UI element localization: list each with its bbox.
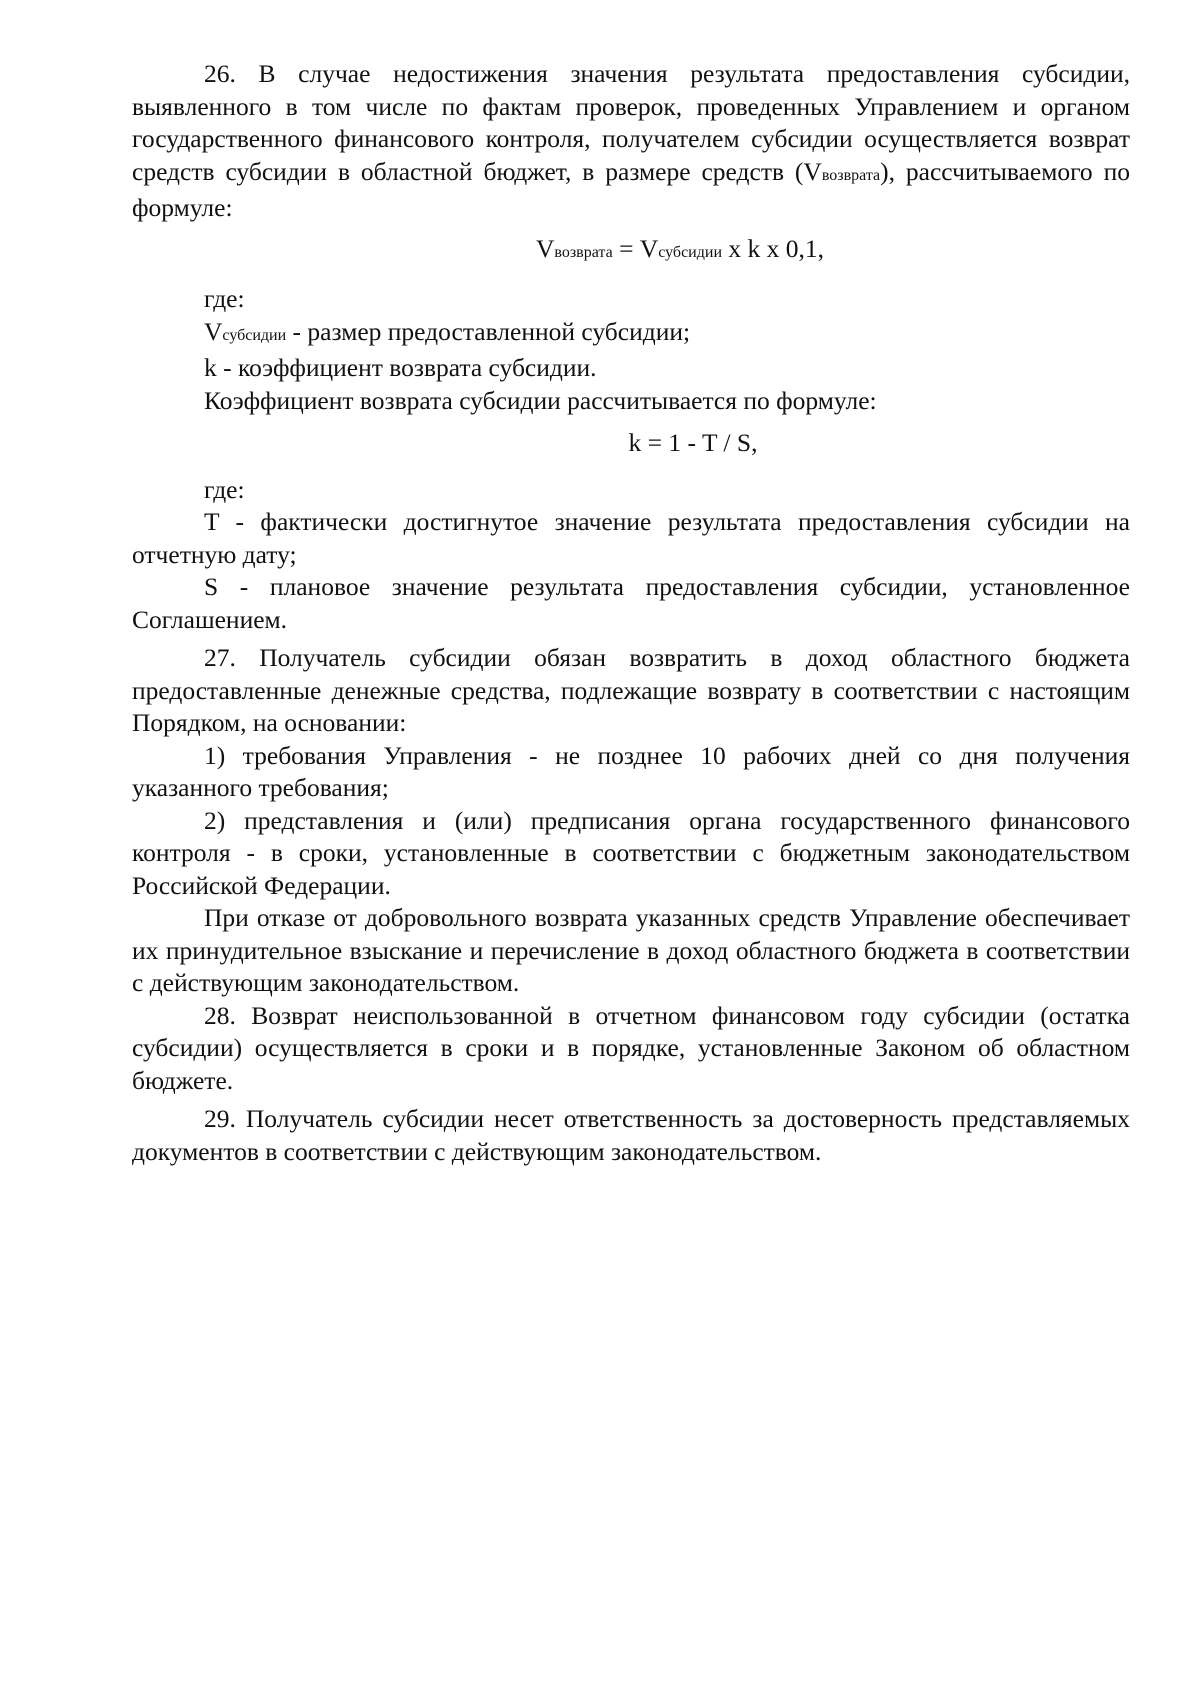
p26-text: 26. В случае недостижения значения результата предоставления субсидии, выявленного в том числе по фактам проверок, проведенных Управлением и органом государственного финансового контроля, получателем субсидии осуществляется возврат средств субсидии в областной бюджет, в размере средств (V (132, 59, 1130, 186)
formula-return-amount: Vвозврата = Vсубсидии x k x 0,1, (535, 233, 824, 263)
paragraph-27: 27. Получатель субсидии обязан возвратить в доход областного бюджета предоставленные денежные средства, подлежащие возврату в соответствии с настоящим Порядком, на основании: (132, 643, 1130, 737)
paragraph-26 (132, 58, 1130, 225)
paragraph-28: 28. Возврат неиспользованной в отчетном финансовом году субсидии (остатка субсидии) осуществляется в сроки и в порядке, установленные Законом об областном бюджете. (132, 1000, 1130, 1095)
document-page (132, 58, 1130, 1168)
definition-t: T - фактически достигнутое значение результата предоставления субсидии на отчетную дату; (132, 507, 1130, 569)
definition-k: k - коэффициент возврата субсидии. (204, 353, 597, 382)
paragraph-29: 29. Получатель субсидии несет ответственность за достоверность представляемых документов в соответствии с действующим законодательством. (132, 1104, 1130, 1166)
formula-coefficient: k = 1 - T / S, (628, 428, 758, 457)
paragraph-27-item-1: 1) требования Управления - не позднее 10 рабочих дней со дня получения указанного требования; (132, 740, 1130, 802)
paragraph-27-item-2: 2) представления и (или) предписания органа государственного финансового контроля - в сроки, установленные в соответствии с бюджетным законодательством Российской Федерации. (132, 805, 1130, 900)
definition-v-subsidy: Vсубсидии - размер предоставленной субсидии; (204, 316, 691, 346)
definition-s: S - плановое значение результата предоставления субсидии, установленное Соглашением. (132, 572, 1130, 634)
p26-text-end: ), рассчитываемого по формуле: (132, 156, 1130, 222)
where-label-2: где: (204, 474, 245, 504)
coefficient-intro: Коэффициент возврата субсидии рассчитывается по формуле: (204, 385, 877, 415)
paragraph-27-refusal: При отказе от добровольного возврата указанных средств Управление обеспечивает их принудительное взыскание и перечисление в доход областного бюджета в соответствии с действующим законодательством. (132, 903, 1130, 997)
p26-subscript: возврата (821, 166, 881, 184)
where-label-1: где: (204, 284, 245, 313)
